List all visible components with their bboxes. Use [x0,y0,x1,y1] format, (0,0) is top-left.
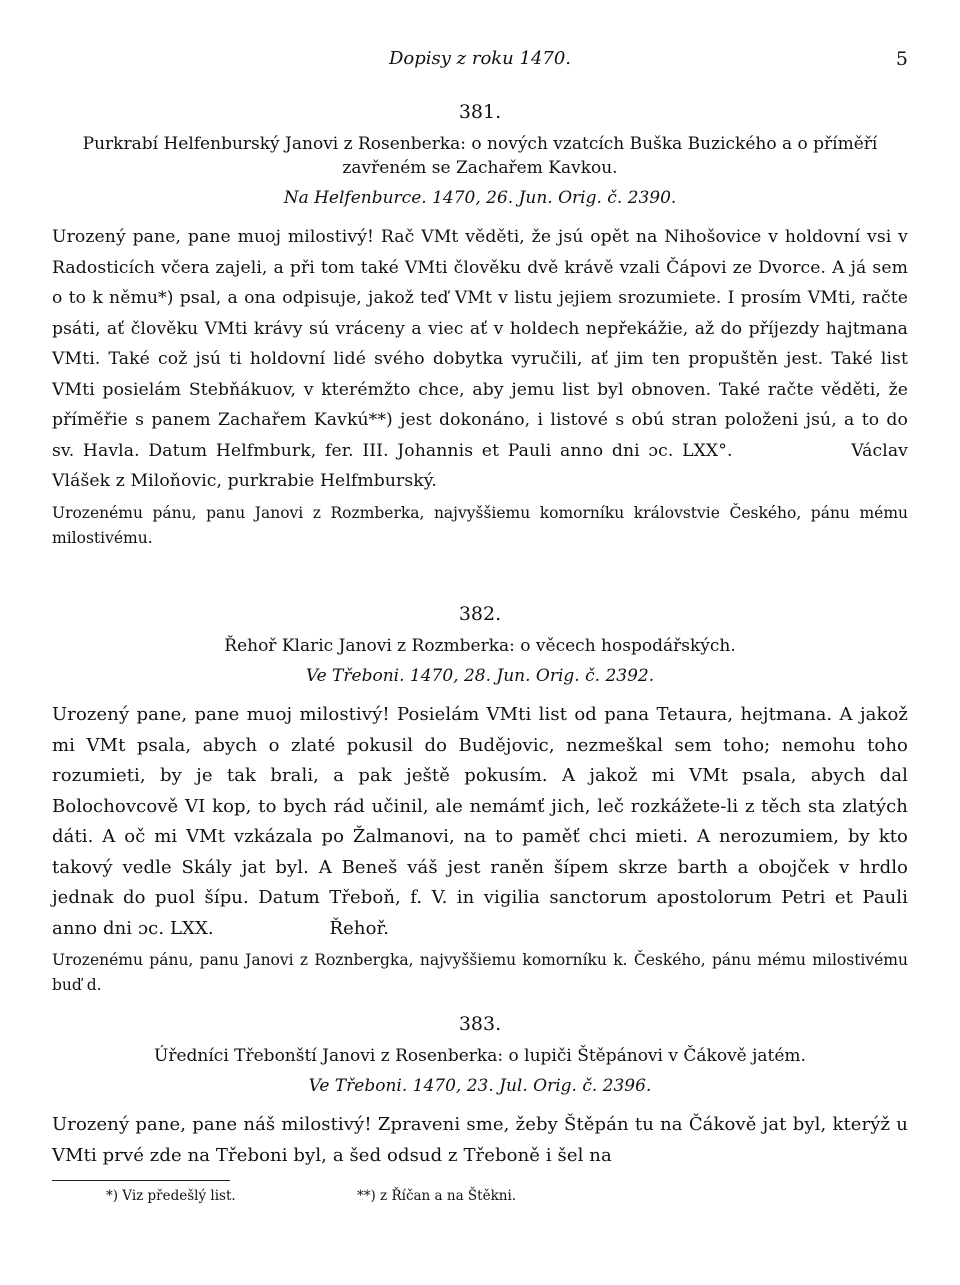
document-382 [52,600,908,998]
document-body [52,700,908,944]
document-signature: Řehoř. [329,917,390,939]
document-signature: Václav Vlášek z Miloňovic, purkrabie Helfmburský. [52,440,908,491]
document-address: Urozenému pánu, panu Janovi z Roznbergka, najvyššiemu komorníku k. Českého, pánu mému milostivému buď d. [52,951,908,994]
document-heading: Purkrabí Helfenburský Janovi z Rosenberka: o nových vzatcích Buška Buzického a o příměří zavřeném se Zachařem Kavkou. [82,134,878,178]
footnote: *) Viz předešlý list. [106,1188,236,1204]
document-source: Na Helfenburce. 1470, 26. Jun. Orig. č. 2390. [283,188,677,208]
document-body [52,1110,908,1171]
document-heading: Úředníci Třebonští Janovi z Rosenberka: o lupiči Štěpánovi v Čákově jatém. [154,1046,806,1066]
document-text: Urozený pane, pane náš milostivý! Zpraveni sme, žeby Štěpán tu na Čákově jat byl, kterýž u VMti prvé zde na Třeboni byl, a šed odsud z Třeboně i šel na [52,1114,908,1166]
document-number: 381. [458,101,502,123]
document-source: Ve Třeboni. 1470, 23. Jul. Orig. č. 2396. [308,1076,652,1096]
running-head [52,48,908,76]
document-381 [52,98,908,551]
document-address: Urozenému pánu, panu Janovi z Rozmberka, najvyššiemu komorníku královstvie Českého, pánu mému milostivému. [52,503,908,547]
running-title: Dopisy z roku 1470. [388,48,572,69]
document-number: 382. [458,603,502,625]
document-heading: Řehoř Klaric Janovi z Rozmberka: o věcech hospodářských. [224,636,736,656]
footnote-divider [52,1180,230,1181]
document-text: Urozený pane, pane muoj milostivý! Rač VMt věděti, že jsú opět na Nihošovice v holdovní vsi v Radosticích včera zajeli, a při tom také VMti člověku dvě krávě vzali Čápovi ze Dvorce. A já sem o to k němu*) psal, a ona odpisuje, jakož teď VMt v listu jejiem srozumiete. I prosím VMti, račte psáti, ať člověku VMti krávy sú vráceny a viec ať v holdech nepřekážie, až do příjezdy hajtmana VMti. Také což jsú ti holdovní lidé svého dobytka vyručili, ať jim ten propuštěn jest. Také list VMti posielám Stebňákuov, v kterémžto chce, aby jemu list byl obnoven. Také račte věděti, že příměřie s panem Zachařem Kavkú**) jest dokonáno, i listové s obú stran položeni jsú, a to do sv. Havla. Datum Helfmburk, fer. III. Johannis et Pauli anno dni ɔc. LXX°. [52,227,908,461]
document-text: Urozený pane, pane muoj milostivý! Posielám VMti list od pana Tetaura, hejtmana. A jakož mi VMt psala, abych o zlaté pokusil do Budějovic, nezmeškal sem toho; nemohu toho rozumieti, by je tak brali, a pak ještě pokusím. A jakož mi VMt psala, abych dal Bolochovcově VI kop, to bych rád učinil, ale nemámť jich, leč rozkážete-li z těch sta zlatých dáti. A oč mi VMt vzkázala po Žalmanovi, na to paměť chci mieti. A nerozumiem, by kto takový vedle Skály jat byl. A Beneš váš jest raněn šípem skrze barth a obojček v hrdlo jednak do puol šípu. Datum Třeboň, f. V. in vigilia sanctorum apostolorum Petri et Pauli anno dni ɔc. LXX. [52,704,908,939]
page [52,0,908,1285]
document-body [52,222,908,497]
document-source: Ve Třeboni. 1470, 28. Jun. Orig. č. 2392. [305,666,655,686]
document-383 [52,1010,908,1171]
footnote: **) z Říčan a na Štěkni. [357,1188,517,1204]
document-number: 383. [458,1013,502,1035]
page-number: 5 [895,48,908,70]
